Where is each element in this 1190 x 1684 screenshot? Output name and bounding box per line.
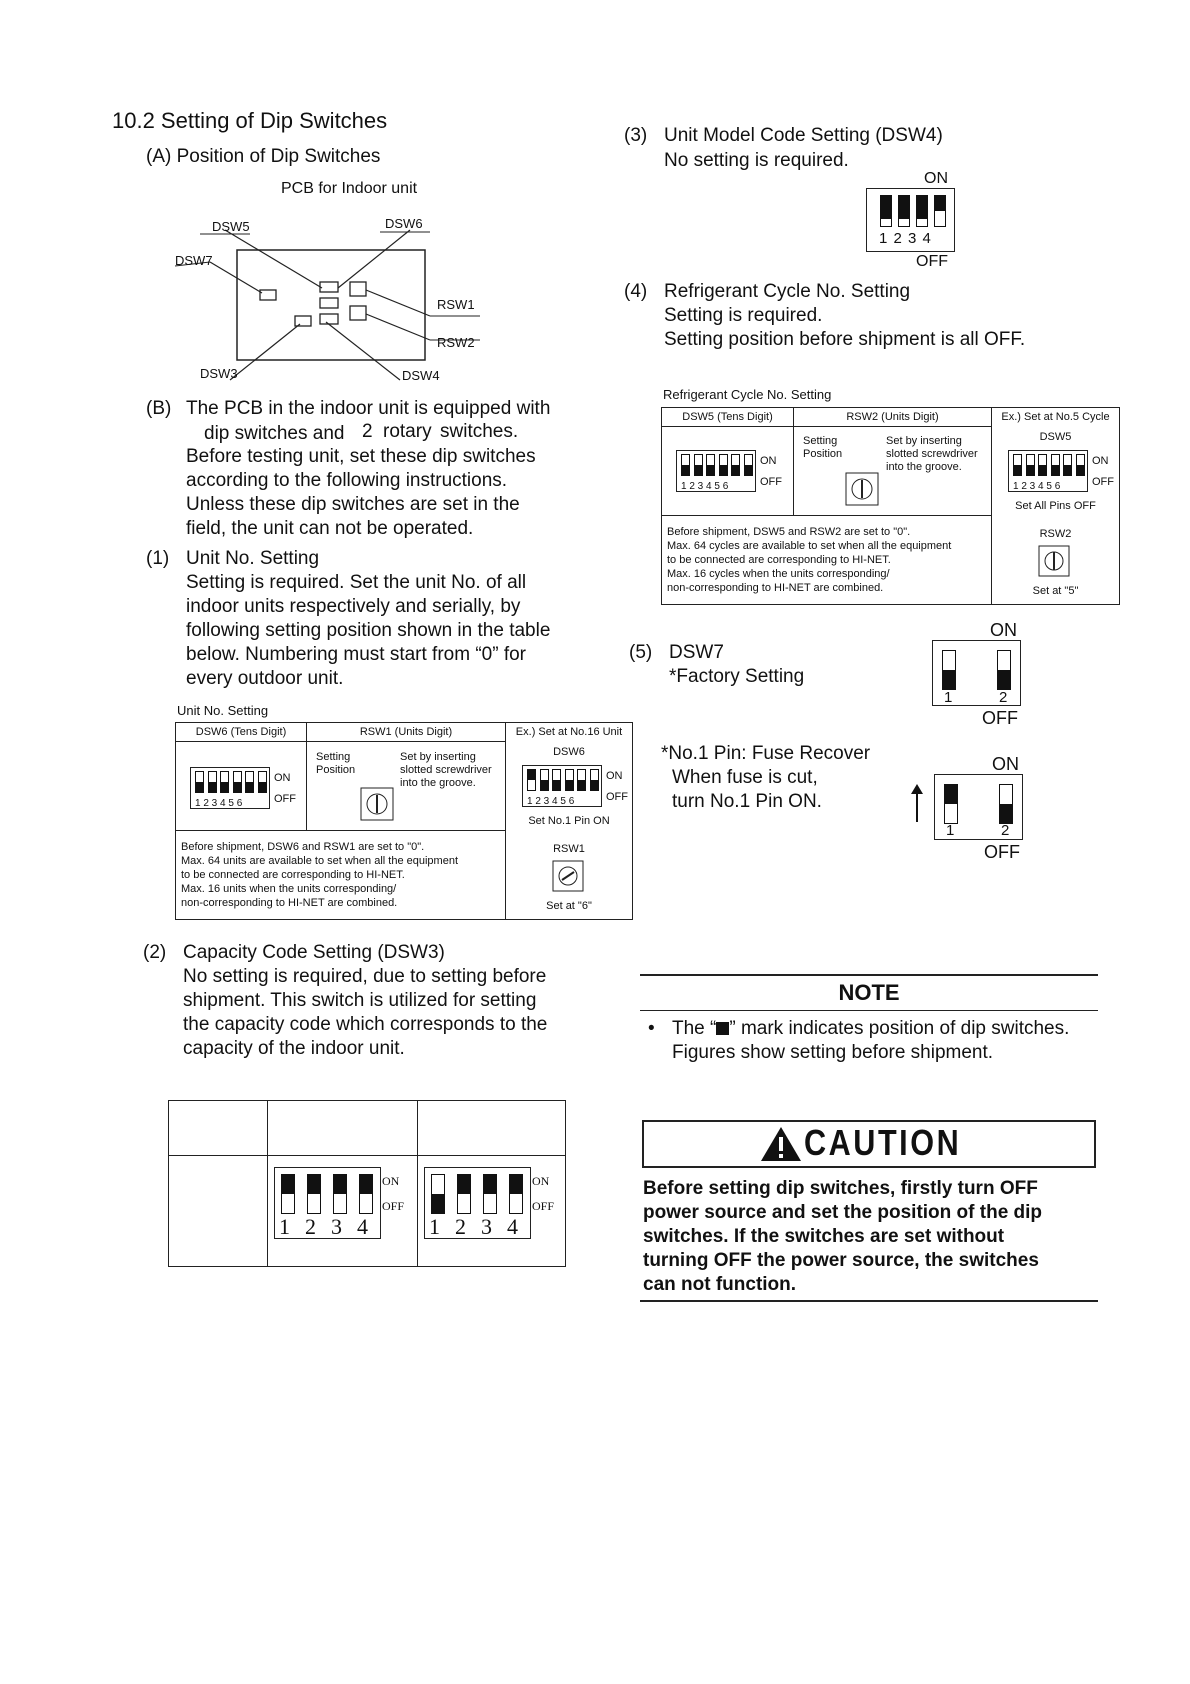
refrig-note-5: non-corresponding to HI-NET are combined. <box>667 582 884 594</box>
pin-digit-1: 1 <box>946 822 955 839</box>
capacity-dip-a-switch <box>281 1174 295 1214</box>
dsw7-heading: DSW7 <box>669 642 724 663</box>
refrig-dsw5-on: ON <box>760 455 777 467</box>
caution-line-2: power source and set the position of the dip <box>643 1202 1043 1223</box>
refrig-ex-rot-note: Set at "5" <box>1032 585 1079 597</box>
unit-table-title: Unit No. Setting <box>177 703 269 718</box>
unit-dsw6-digits: 1 2 3 4 5 6 <box>195 798 243 809</box>
note-line-2: Figures show setting before shipment. <box>672 1042 994 1063</box>
unit-dsw6-dip-switch <box>258 771 267 793</box>
capacity-a-on: ON <box>382 1174 400 1188</box>
caution-title: CAUTION <box>804 1122 962 1163</box>
unit-ex-dip-switch <box>527 769 536 791</box>
caution-rule-bottom <box>640 1300 1098 1302</box>
refrig-ex-dip-switch <box>1063 454 1072 476</box>
pin-off: OFF <box>984 842 1020 862</box>
pcb-label-dsw7: DSW7 <box>175 253 213 268</box>
unit-setting-position: Setting Position <box>316 751 356 776</box>
capacity-a-digit-2: 2 <box>305 1214 316 1239</box>
unit-no-line-3: following setting position shown in the table <box>186 620 551 641</box>
model-off: OFF <box>916 253 948 270</box>
unit-dsw6-dip-switch <box>208 771 217 793</box>
dsw7-marker: (5) <box>629 642 653 663</box>
unit-dsw6-off: OFF <box>274 793 296 805</box>
unit-ex-dip-switch <box>577 769 586 791</box>
unit-note-1: Before shipment, DSW6 and RSW1 are set to "0". <box>181 841 425 853</box>
unit-no-line-1: Setting is required. Set the unit No. of all <box>186 572 527 593</box>
model-line: No setting is required. <box>664 150 849 171</box>
dsw7-factory: *Factory Setting <box>669 666 805 687</box>
capacity-line-1: No setting is required, due to setting before <box>183 966 547 987</box>
unit-ex-dip-switch <box>552 769 561 791</box>
capacity-a-off: OFF <box>382 1199 405 1213</box>
capacity-a-digit-4: 4 <box>357 1214 368 1239</box>
refrig-screwdriver: Set by inserting slotted screwdriver into the groove. <box>886 435 978 473</box>
capacity-line-4: capacity of the indoor unit. <box>183 1038 405 1059</box>
unit-ex-rotary <box>552 860 584 892</box>
b-line-6: field, the unit can not be operated. <box>186 518 474 539</box>
refrig-ex-dip-label: DSW5 <box>1039 431 1072 443</box>
refrig-dsw5-dip-switch <box>731 454 740 476</box>
note-bullet: • <box>648 1018 655 1039</box>
unit-col-dsw6: DSW6 (Tens Digit) <box>195 726 287 738</box>
capacity-b-digit-4: 4 <box>507 1214 518 1239</box>
capacity-a-digit-3: 3 <box>331 1214 342 1239</box>
pcb-label-rsw1: RSW1 <box>437 297 475 312</box>
refrig-ex-rotary <box>1038 545 1070 577</box>
pcb-label-dsw3: DSW3 <box>200 366 238 381</box>
unit-no-line-5: every outdoor unit. <box>186 668 344 689</box>
capacity-dip-b-switch <box>509 1174 523 1214</box>
refrig-setting-position: Setting Position <box>803 435 843 460</box>
pin-line-3: turn No.1 Pin ON. <box>672 791 822 812</box>
unit-note-5: non-corresponding to HI-NET are combined. <box>181 897 398 909</box>
refrig-ex-dip-switch <box>1026 454 1035 476</box>
unit-no-marker: (1) <box>146 548 170 569</box>
unit-note-2: Max. 64 units are available to set when all the equipment <box>181 855 458 867</box>
refrig-col-example: Ex.) Set at No.5 Cycle <box>1001 411 1110 423</box>
unit-ex-dip-switch <box>590 769 599 791</box>
dsw7-off: OFF <box>982 708 1018 728</box>
caution-line-4: turning OFF the power source, the switches <box>643 1250 1039 1271</box>
model-dip-switch <box>916 195 928 227</box>
caution-line-1: Before setting dip switches, firstly turn OFF <box>643 1178 1038 1199</box>
unit-no-line-2: indoor units respectively and serially, by <box>186 596 521 617</box>
model-digits: 1 2 3 4 <box>879 230 932 247</box>
capacity-b-digit-1: 1 <box>429 1214 440 1239</box>
dsw7-digit-2: 2 <box>999 689 1008 706</box>
capacity-a-digit-1: 1 <box>279 1214 290 1239</box>
capacity-b-on: ON <box>532 1174 550 1188</box>
model-dip-switch <box>934 195 946 227</box>
unit-ex-rot-note: Set at "6" <box>546 900 592 912</box>
unit-note-4: Max. 16 units when the units corresponding/ <box>181 883 397 895</box>
unit-dsw6-dip-switch <box>220 771 229 793</box>
capacity-b-off: OFF <box>532 1199 555 1213</box>
unit-col-rsw1: RSW1 (Units Digit) <box>359 726 453 738</box>
note-line-1b: ” mark indicates position of dip switches. <box>729 1018 1070 1039</box>
capacity-dip-a-switch <box>333 1174 347 1214</box>
refrig-note-4: Max. 16 cycles when the units corresponding/ <box>667 568 890 580</box>
dsw7-switch-1 <box>942 650 956 690</box>
pcb-label-dsw6: DSW6 <box>385 216 423 231</box>
refrig-col-dsw5: DSW5 (Tens Digit) <box>682 411 773 423</box>
note-title: NOTE <box>838 980 900 1005</box>
unit-note-3: to be connected are corresponding to HI-NET. <box>181 869 405 881</box>
refrig-dsw5-dip-switch <box>719 454 728 476</box>
model-on: ON <box>924 170 948 187</box>
caution-line-5: can not function. <box>643 1274 797 1295</box>
capacity-heading: Capacity Code Setting (DSW3) <box>183 942 445 963</box>
filled-square-icon <box>716 1022 729 1035</box>
refrig-ex-dip-switch <box>1051 454 1060 476</box>
unit-rotary-switch <box>360 787 394 821</box>
unit-ex-off: OFF <box>606 791 628 803</box>
note-line-1 <box>672 1017 1069 1041</box>
refrig-line-1: Setting is required. <box>664 305 823 326</box>
capacity-b-digit-2: 2 <box>455 1214 466 1239</box>
refrig-heading: Refrigerant Cycle No. Setting <box>664 281 911 302</box>
b-line-2d: switches. <box>440 421 519 442</box>
unit-ex-rot-label: RSW1 <box>553 843 585 855</box>
refrig-ex-dip-switch <box>1038 454 1047 476</box>
unit-dsw6-dip-switch <box>233 771 242 793</box>
pin-digit-2: 2 <box>1001 822 1010 839</box>
unit-no-heading: Unit No. Setting <box>186 548 320 569</box>
refrig-ex-off: OFF <box>1092 476 1114 488</box>
b-line-1: The PCB in the indoor unit is equipped with <box>186 398 551 419</box>
refrig-ex-rot-label: RSW2 <box>1039 528 1072 540</box>
unit-ex-dip-switch <box>540 769 549 791</box>
refrig-dsw5-dip-switch <box>681 454 690 476</box>
unit-ex-dip-label: DSW6 <box>553 746 585 758</box>
section-title: 10.2 Setting of Dip Switches <box>112 108 388 133</box>
pcb-label-rsw2: RSW2 <box>437 335 475 350</box>
unit-col-example: Ex.) Set at No.16 Unit <box>515 726 623 738</box>
refrig-dsw5-dip-switch <box>744 454 753 476</box>
pcb-label-dsw5: DSW5 <box>212 219 250 234</box>
capacity-line-3: the capacity code which corresponds to the <box>183 1014 548 1035</box>
capacity-dip-a-switch <box>307 1174 321 1214</box>
b-line-5: Unless these dip switches are set in the <box>186 494 520 515</box>
capacity-b-digit-3: 3 <box>481 1214 492 1239</box>
model-heading: Unit Model Code Setting (DSW4) <box>664 125 943 146</box>
refrig-col-rsw2: RSW2 (Units Digit) <box>846 411 939 423</box>
refrig-note-2: Max. 64 cycles are available to set when all the equipment <box>667 540 952 552</box>
note-line-1a: The “ <box>672 1018 717 1039</box>
caution-line-3: switches. If the switches are set without <box>643 1226 1005 1247</box>
refrig-dsw5-digits: 1 2 3 4 5 6 <box>681 481 729 492</box>
refrig-rotary-switch <box>845 472 879 506</box>
dsw7-digit-1: 1 <box>944 689 953 706</box>
unit-no-line-4: below. Numbering must start from “0” for <box>186 644 526 665</box>
b-line-4: according to the following instructions. <box>186 470 508 491</box>
note-rule-top <box>640 974 1098 976</box>
unit-dsw6-dip-switch <box>195 771 204 793</box>
refrig-dsw5-dip-switch <box>706 454 715 476</box>
pin-switch-1 <box>944 784 958 824</box>
capacity-dip-b-switch <box>483 1174 497 1214</box>
refrig-ex-dip-switch <box>1013 454 1022 476</box>
dsw7-switch-2 <box>997 650 1011 690</box>
note-rule-mid <box>640 1010 1098 1011</box>
refrig-table-title: Refrigerant Cycle No. Setting <box>663 387 832 402</box>
b-marker: (B) <box>146 398 172 419</box>
refrig-dsw5-off: OFF <box>760 476 782 488</box>
pin-line-1: *No.1 Pin: Fuse Recover <box>661 743 871 764</box>
pin-on: ON <box>992 754 1019 774</box>
capacity-dip-a-switch <box>359 1174 373 1214</box>
warning-triangle-icon <box>760 1126 802 1162</box>
unit-dsw6-on: ON <box>274 772 291 784</box>
b-line-2a: dip switches and <box>204 423 345 444</box>
refrig-ex-dip-switch <box>1076 454 1085 476</box>
model-dip-switch <box>898 195 910 227</box>
pin-line-2: When fuse is cut, <box>672 767 818 788</box>
unit-screwdriver: Set by inserting slotted screwdriver into the groove. <box>400 751 492 789</box>
unit-ex-on: ON <box>606 770 623 782</box>
unit-dsw6-dip-switch <box>245 771 254 793</box>
arrow-up-icon <box>910 784 924 824</box>
pcb-label-dsw4: DSW4 <box>402 368 440 383</box>
capacity-marker: (2) <box>143 942 167 963</box>
refrig-marker: (4) <box>624 281 648 302</box>
capacity-line-2: shipment. This switch is utilized for setting <box>183 990 537 1011</box>
refrig-note-3: to be connected are corresponding to HI-NET. <box>667 554 891 566</box>
pin-switch-2 <box>999 784 1013 824</box>
position-heading: (A) Position of Dip Switches <box>146 146 381 167</box>
unit-ex-digits: 1 2 3 4 5 6 <box>527 796 575 807</box>
b-line-2b: 2 <box>362 421 373 442</box>
refrig-ex-dip-note: Set All Pins OFF <box>1015 500 1096 512</box>
model-marker: (3) <box>624 125 648 146</box>
refrig-line-2: Setting position before shipment is all OFF. <box>664 329 1026 350</box>
model-dip-switch <box>880 195 892 227</box>
capacity-dip-b-switch <box>431 1174 445 1214</box>
pcb-caption: PCB for Indoor unit <box>281 180 418 197</box>
unit-ex-dip-note: Set No.1 Pin ON <box>528 815 610 827</box>
refrig-dsw5-dip-switch <box>694 454 703 476</box>
capacity-dip-b-switch <box>457 1174 471 1214</box>
refrig-ex-on: ON <box>1092 455 1109 467</box>
b-line-3: Before testing unit, set these dip switches <box>186 446 536 467</box>
b-line-2c: rotary <box>383 421 432 442</box>
refrig-note-1: Before shipment, DSW5 and RSW2 are set to "0". <box>667 526 911 538</box>
unit-ex-dip-switch <box>565 769 574 791</box>
dsw7-on: ON <box>990 620 1017 640</box>
refrig-ex-digits: 1 2 3 4 5 6 <box>1013 481 1061 492</box>
